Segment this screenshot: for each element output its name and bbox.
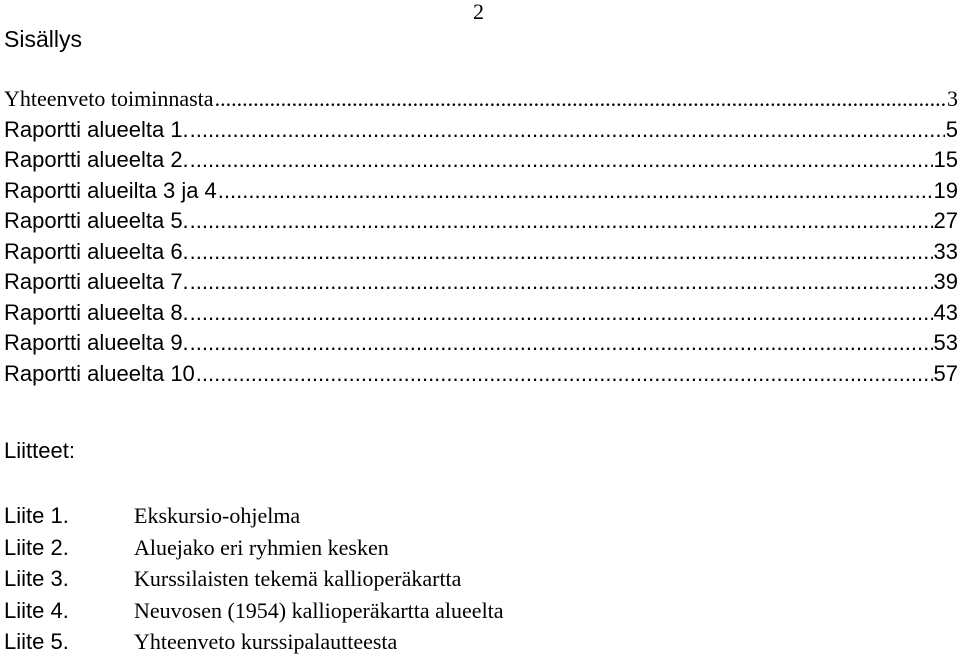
appendix-label: Liite 2. [4, 534, 69, 560]
toc-entry [4, 178, 958, 209]
appendix-item [4, 629, 504, 661]
toc-entry-page: 57 [933, 360, 958, 386]
toc-entry-title: Raportti alueelta 9. [4, 330, 189, 355]
toc-entry [4, 361, 958, 392]
appendix-heading: Liitteet: [4, 438, 75, 463]
toc-entry-page: 43 [933, 299, 958, 325]
toc-dot-leader [218, 178, 933, 204]
toc-entry-title: Raportti alueelta 2. [4, 147, 189, 172]
appendix-title: Kurssilaisten tekemä kallioperäkartta [134, 566, 462, 591]
toc-entry-page: 27 [933, 208, 958, 233]
appendix-label: Liite 3. [4, 566, 69, 591]
page-number: 2 [473, 0, 484, 24]
toc-entry-page: 53 [933, 330, 958, 355]
toc-dot-leader [215, 86, 946, 112]
toc-dot-leader [190, 300, 933, 326]
toc-entry-page: 33 [933, 238, 958, 264]
toc-entry [4, 86, 958, 117]
toc-entry [4, 300, 958, 331]
toc-entry-title: Yhteenveto toiminnasta [4, 86, 214, 111]
toc-entry-title: Raportti alueilta 3 ja 4 [4, 177, 217, 203]
toc-entry-title: Raportti alueelta 5. [4, 208, 189, 233]
appendix-item [4, 535, 504, 567]
appendix-title: Ekskursio-ohjelma [134, 503, 301, 528]
toc-entry-page: 5 [945, 116, 958, 142]
appendix-title: Aluejako eri ryhmien kesken [134, 534, 389, 560]
toc-entry-page: 19 [933, 177, 958, 203]
toc-entry-page: 39 [933, 269, 958, 294]
appendix-title: Yhteenveto kurssipalautteesta [134, 629, 398, 654]
toc-entry-page: 3 [947, 86, 958, 111]
toc-entry [4, 208, 958, 239]
toc-dot-leader [190, 208, 933, 234]
toc-dot-leader [196, 361, 933, 387]
toc-dot-leader [190, 147, 933, 173]
appendix-label: Liite 5. [4, 629, 69, 654]
toc-entry-page: 15 [933, 147, 958, 172]
toc-entry-title: Raportti alueelta 8. [4, 299, 189, 325]
appendix-list [4, 503, 504, 661]
appendix-item [4, 598, 504, 630]
toc-entry [4, 117, 958, 148]
toc-entry-title: Raportti alueelta 6. [4, 238, 189, 264]
toc-dot-leader [190, 269, 933, 295]
toc-dot-leader [190, 239, 933, 265]
page-title: Sisällys [4, 26, 82, 52]
toc-entry [4, 330, 958, 361]
toc-dot-leader [190, 117, 945, 143]
table-of-contents [4, 86, 958, 391]
appendix-label: Liite 1. [4, 503, 69, 528]
appendix-item [4, 503, 504, 535]
appendix-label: Liite 4. [4, 597, 69, 623]
appendix-title: Neuvosen (1954) kallioperäkartta alueelta [134, 597, 504, 623]
toc-entry [4, 239, 958, 270]
toc-entry [4, 269, 958, 300]
toc-dot-leader [190, 330, 933, 356]
toc-entry [4, 147, 958, 178]
toc-entry-title: Raportti alueelta 10 [4, 360, 195, 386]
appendix-item [4, 566, 504, 598]
toc-entry-title: Raportti alueelta 7. [4, 269, 189, 294]
toc-entry-title: Raportti alueelta 1. [4, 116, 189, 142]
